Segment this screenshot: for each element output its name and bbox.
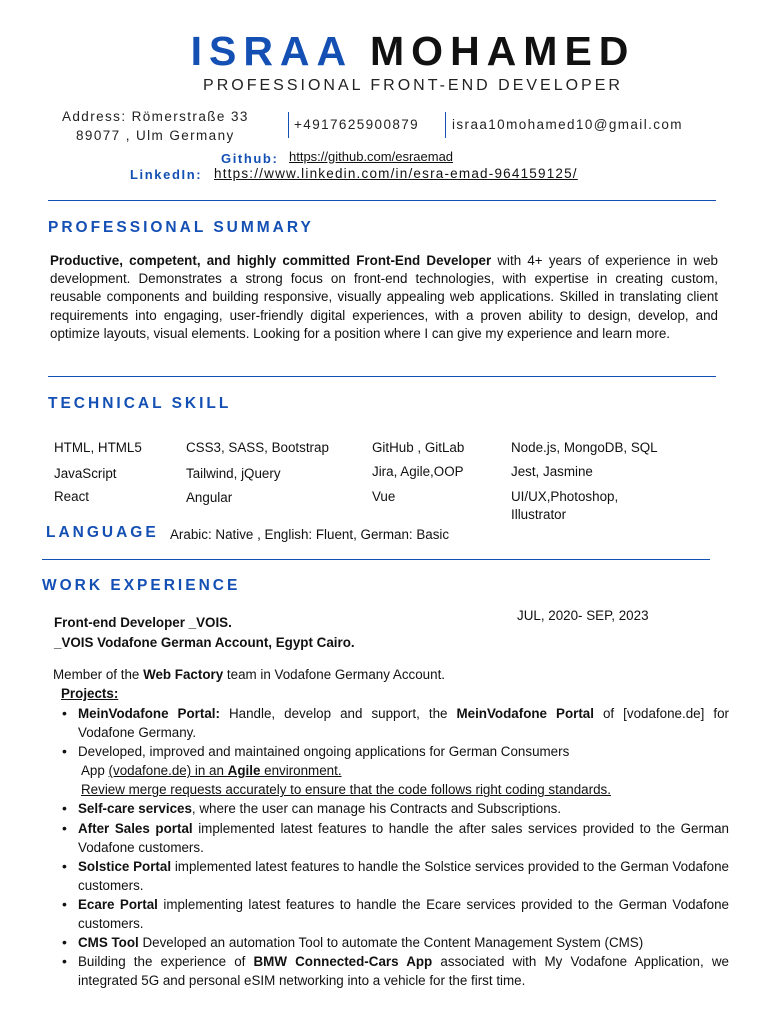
- project-name: Solstice Portal: [78, 858, 172, 874]
- summary-body: with 4+ years of experience in web development. Demonstrates a strong focus on front-end technologies, with expertise in creating custom, reusable components and building responsive, visually appealing web applications. Skilled in translating client requirements into engaging, user-friendly digital experiences, with a proven ability to design, develop, and optimize layouts, visual elements. Looking for a position where I can give my experience and learn more.: [50, 253, 718, 341]
- project-name: MeinVodafone Portal:: [78, 706, 220, 721]
- skill-item: Angular: [186, 490, 233, 505]
- skill-item: HTML, HTML5: [54, 440, 142, 455]
- job-dates: JUL, 2020- SEP, 2023: [517, 608, 649, 623]
- job-title: Front-end Developer _VOIS.: [54, 615, 232, 630]
- skill-item: JavaScript: [54, 466, 117, 481]
- skill-item: UI/UX,Photoshop,: [511, 489, 619, 504]
- contact-divider: [445, 112, 446, 138]
- skill-item: Node.js, MongoDB, SQL: [511, 440, 658, 455]
- skill-item: CSS3, SASS, Bootstrap: [186, 440, 329, 455]
- intro-text-end: team in Vodafone Germany Account.: [223, 667, 446, 682]
- list-item: [62, 952, 729, 990]
- project-desc: Building the experience of: [78, 954, 254, 970]
- email-address: israa10mohamed10@gmail.com: [452, 117, 683, 132]
- skill-item: GitHub , GitLab: [372, 440, 465, 455]
- summary-lead: Productive, competent, and highly committed Front-End Developer: [50, 253, 492, 268]
- skill-item: Jest, Jasmine: [511, 464, 593, 479]
- project-name: Self-care services: [78, 801, 192, 817]
- project-name: MeinVodafone Portal: [456, 706, 594, 721]
- company-name: _VOIS Vodafone German Account, Egypt Cairo.: [54, 635, 355, 650]
- divider: [48, 376, 716, 377]
- project-desc: of [vodafone.de] for Vodafone Germany.: [78, 706, 729, 741]
- list-item: [62, 857, 729, 895]
- list-item: [62, 819, 729, 857]
- project-name: CMS Tool: [78, 935, 139, 951]
- project-name: Ecare Portal: [78, 896, 158, 912]
- github-link[interactable]: https://github.com/esraemad: [289, 149, 454, 164]
- list-item-continuation: [62, 761, 729, 780]
- list-item: [62, 895, 729, 933]
- list-item: [62, 704, 729, 742]
- intro-text: Member of the: [53, 667, 144, 682]
- first-name: ISRAA: [190, 28, 352, 74]
- section-title-experience: WORK EXPERIENCE: [42, 577, 241, 594]
- phone-number: +4917625900879: [294, 117, 420, 132]
- skill-item: Illustrator: [511, 507, 567, 522]
- project-desc: , where the user can manage his Contracts and Subscriptions.: [191, 801, 562, 817]
- project-name: After Sales portal: [78, 820, 193, 836]
- skill-item: React: [54, 489, 89, 504]
- list-item: [62, 799, 729, 818]
- list-item: [62, 742, 729, 761]
- section-title-summary: PROFESSIONAL SUMMARY: [48, 219, 314, 236]
- project-desc: Developed an automation Tool to automate the Content Management System (CMS): [138, 935, 644, 951]
- divider: [42, 559, 710, 560]
- project-desc: implemented latest features to handle the after sales services provided to the German Vodafone customers.: [78, 820, 729, 855]
- job-intro: [53, 665, 445, 684]
- project-desc: implemented latest features to handle the Solstice services provided to the German Vodafone customers.: [78, 858, 729, 893]
- github-label: Github:: [221, 151, 279, 166]
- list-item-continuation: Review merge requests accurately to ensure that the code follows right coding standards.: [81, 782, 611, 798]
- project-desc: implementing latest features to handle the Ecare services provided to the German Vodafone customers.: [78, 896, 729, 932]
- language-text: Arabic: Native , English: Fluent, German: Basic: [170, 527, 450, 542]
- last-name: MOHAMED: [370, 28, 636, 74]
- summary-text: [50, 252, 718, 343]
- project-name: BMW Connected-Cars App: [253, 954, 433, 970]
- project-method: Agile: [227, 763, 261, 779]
- candidate-name: [0, 28, 768, 75]
- job-role: PROFESSIONAL FRONT-END DEVELOPER: [203, 77, 623, 94]
- address-line-2: 89077 , Ulm Germany: [76, 128, 235, 143]
- divider: [48, 200, 716, 201]
- project-desc: App: [81, 763, 109, 779]
- project-desc: Handle, develop and support, the: [219, 706, 457, 721]
- skill-item: Vue: [372, 489, 396, 504]
- section-title-language: LANGUAGE: [46, 524, 159, 541]
- intro-team: Web Factory: [143, 667, 224, 682]
- section-title-skills: TECHNICAL SKILL: [48, 395, 232, 412]
- project-desc: environment.: [260, 763, 342, 779]
- project-link-text: (vodafone.de) in an: [108, 763, 228, 779]
- project-desc: associated with My Vodafone Application, we integrated 5G and personal eSIM networking into a vehicle for the first time.: [78, 954, 729, 989]
- address-line-1: Address: Römerstraße 33: [62, 109, 249, 124]
- skill-item: Tailwind, jQuery: [186, 466, 281, 481]
- projects-label: Projects:: [61, 686, 119, 701]
- project-list: [62, 704, 729, 990]
- linkedin-link[interactable]: https://www.linkedin.com/in/esra-emad-964159125/: [214, 166, 578, 181]
- skill-item: Jira, Agile,OOP: [372, 464, 464, 479]
- list-item: [62, 933, 729, 952]
- linkedin-label: LinkedIn:: [130, 167, 203, 182]
- contact-divider: [288, 112, 289, 138]
- project-desc: Developed, improved and maintained ongoing applications for German Consumers: [78, 744, 570, 760]
